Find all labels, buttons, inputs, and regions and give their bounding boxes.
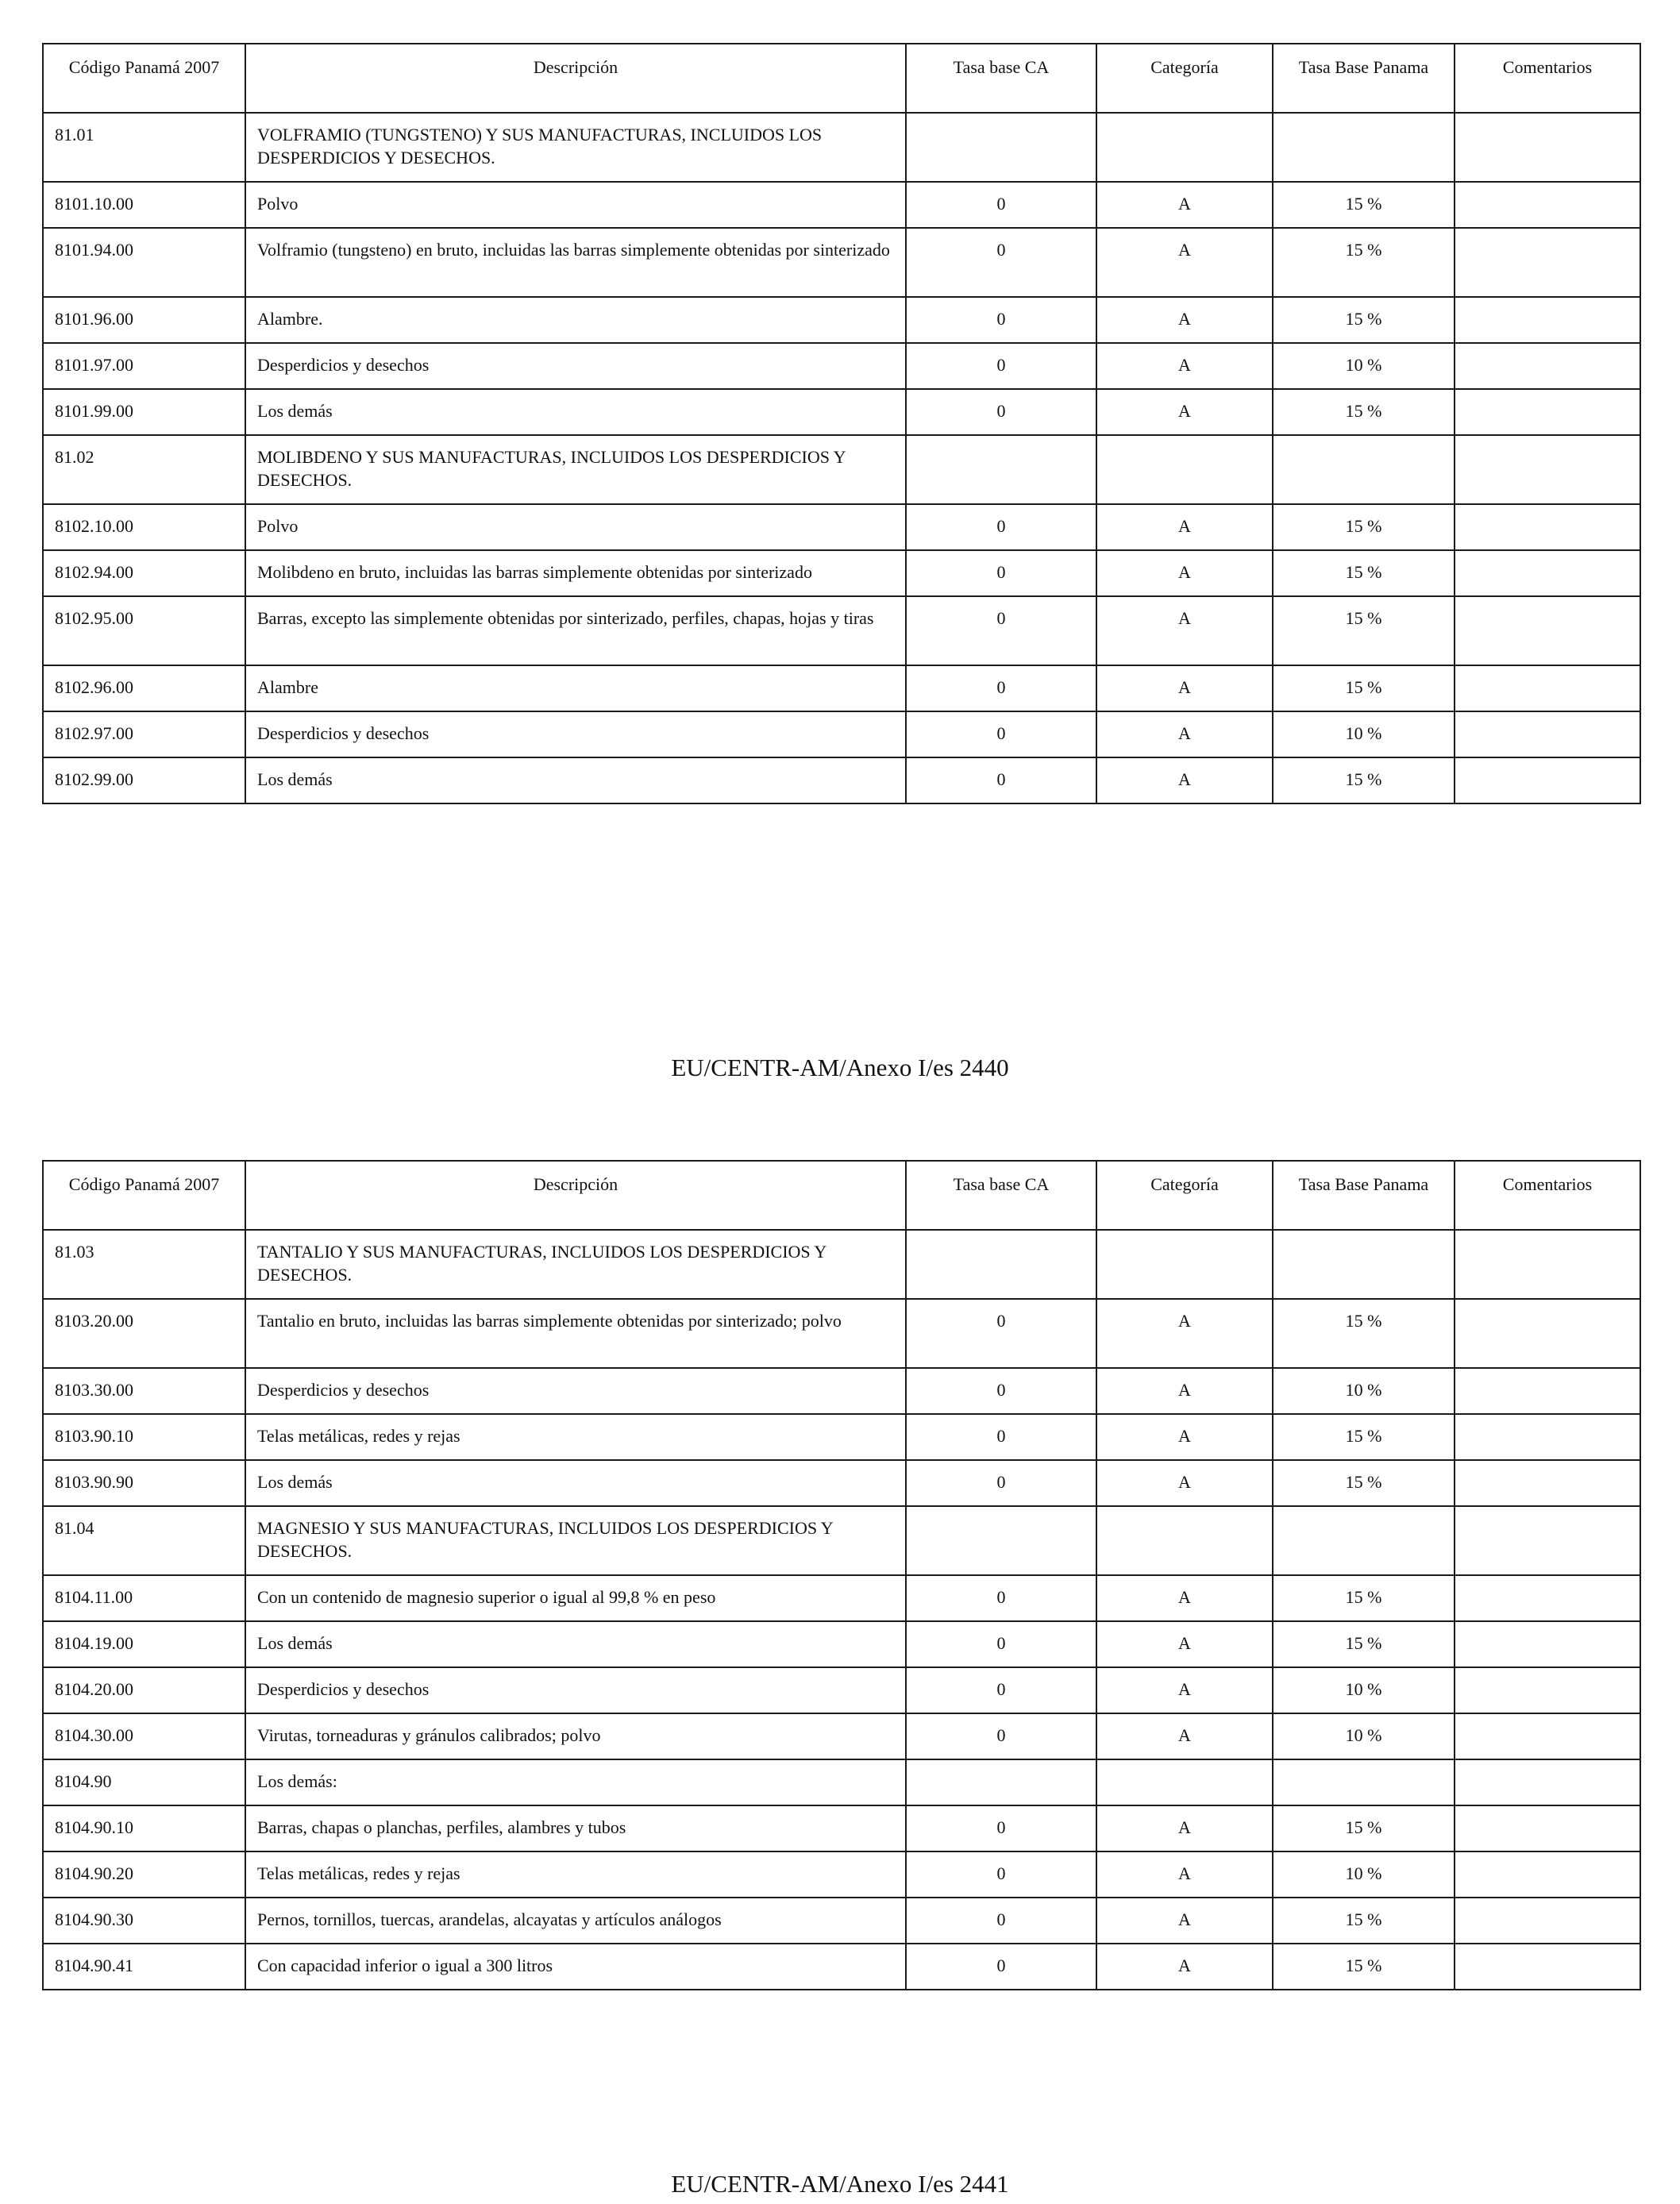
- cell-tasa-panama: 15 %: [1273, 550, 1455, 596]
- table-row: [43, 665, 1640, 711]
- cell-descripcion: Tantalio en bruto, incluidas las barras simplemente obtenidas por sinterizado; polvo: [245, 1299, 906, 1368]
- cell-tasa-panama: 15 %: [1273, 596, 1455, 665]
- cell-tasa-ca: 0: [906, 1667, 1096, 1713]
- col-header-codigo: Código Panamá 2007: [43, 1161, 245, 1230]
- cell-categoria: [1096, 1230, 1273, 1299]
- cell-categoria: A: [1096, 1851, 1273, 1898]
- table-row: [43, 1621, 1640, 1667]
- cell-tasa-panama: 15 %: [1273, 1575, 1455, 1621]
- cell-codigo: 8101.99.00: [43, 389, 245, 435]
- cell-tasa-ca: 0: [906, 1575, 1096, 1621]
- col-header-tasa-panama: Tasa Base Panama: [1273, 1161, 1455, 1230]
- cell-codigo: 81.01: [43, 113, 245, 182]
- col-header-tasa-panama: Tasa Base Panama: [1273, 44, 1455, 113]
- cell-descripcion: Alambre.: [245, 297, 906, 343]
- table-header: [43, 1161, 1640, 1230]
- cell-categoria: A: [1096, 1299, 1273, 1368]
- table-row: [43, 1414, 1640, 1460]
- cell-tasa-panama: [1273, 435, 1455, 504]
- cell-codigo: 8103.20.00: [43, 1299, 245, 1368]
- cell-codigo: 8104.20.00: [43, 1667, 245, 1713]
- cell-codigo: 81.02: [43, 435, 245, 504]
- cell-descripcion: Telas metálicas, redes y rejas: [245, 1414, 906, 1460]
- tariff-table-2: [42, 1160, 1641, 1990]
- table-row: [43, 297, 1640, 343]
- cell-tasa-ca: 0: [906, 1414, 1096, 1460]
- cell-comentarios: [1455, 1460, 1640, 1506]
- cell-comentarios: [1455, 1713, 1640, 1759]
- cell-tasa-ca: 0: [906, 343, 1096, 389]
- cell-codigo: 8102.94.00: [43, 550, 245, 596]
- cell-codigo: 8104.90.10: [43, 1805, 245, 1851]
- cell-tasa-panama: [1273, 1230, 1455, 1299]
- cell-comentarios: [1455, 1506, 1640, 1575]
- table-row: [43, 504, 1640, 550]
- cell-tasa-panama: 15 %: [1273, 1621, 1455, 1667]
- cell-categoria: A: [1096, 711, 1273, 757]
- table-row: [43, 711, 1640, 757]
- cell-categoria: A: [1096, 1713, 1273, 1759]
- cell-descripcion: Los demás: [245, 389, 906, 435]
- table-header: [43, 44, 1640, 113]
- cell-tasa-ca: 0: [906, 1805, 1096, 1851]
- cell-tasa-panama: [1273, 1759, 1455, 1805]
- cell-tasa-ca: 0: [906, 297, 1096, 343]
- cell-categoria: A: [1096, 1898, 1273, 1944]
- cell-descripcion: Molibdeno en bruto, incluidas las barras simplemente obtenidas por sinterizado: [245, 550, 906, 596]
- table-row: [43, 1575, 1640, 1621]
- cell-codigo: 81.03: [43, 1230, 245, 1299]
- table-body: [43, 113, 1640, 803]
- cell-comentarios: [1455, 343, 1640, 389]
- cell-tasa-ca: 0: [906, 1621, 1096, 1667]
- cell-tasa-panama: 15 %: [1273, 1805, 1455, 1851]
- cell-comentarios: [1455, 550, 1640, 596]
- cell-codigo: 8101.97.00: [43, 343, 245, 389]
- cell-descripcion: MAGNESIO Y SUS MANUFACTURAS, INCLUIDOS LOS DESPERDICIOS Y DESECHOS.: [245, 1506, 906, 1575]
- cell-codigo: 8103.90.10: [43, 1414, 245, 1460]
- cell-codigo: 8102.96.00: [43, 665, 245, 711]
- cell-tasa-ca: 0: [906, 665, 1096, 711]
- table-row: [43, 1713, 1640, 1759]
- table-row: [43, 343, 1640, 389]
- cell-descripcion: Los demás:: [245, 1759, 906, 1805]
- cell-tasa-ca: 0: [906, 1713, 1096, 1759]
- cell-categoria: A: [1096, 1368, 1273, 1414]
- col-header-codigo: Código Panamá 2007: [43, 44, 245, 113]
- cell-categoria: A: [1096, 504, 1273, 550]
- col-header-tasa-ca: Tasa base CA: [906, 44, 1096, 113]
- cell-codigo: 8103.90.90: [43, 1460, 245, 1506]
- cell-descripcion: Polvo: [245, 182, 906, 228]
- table-row: [43, 1851, 1640, 1898]
- cell-tasa-panama: 10 %: [1273, 1713, 1455, 1759]
- cell-descripcion: Barras, chapas o planchas, perfiles, alambres y tubos: [245, 1805, 906, 1851]
- col-header-descripcion: Descripción: [245, 44, 906, 113]
- cell-comentarios: [1455, 504, 1640, 550]
- cell-tasa-panama: 15 %: [1273, 182, 1455, 228]
- cell-tasa-ca: 0: [906, 596, 1096, 665]
- cell-comentarios: [1455, 1230, 1640, 1299]
- cell-tasa-ca: 0: [906, 711, 1096, 757]
- table-row: [43, 1460, 1640, 1506]
- cell-comentarios: [1455, 1368, 1640, 1414]
- cell-tasa-panama: 10 %: [1273, 1368, 1455, 1414]
- cell-codigo: 8102.95.00: [43, 596, 245, 665]
- cell-categoria: A: [1096, 757, 1273, 803]
- cell-tasa-panama: 10 %: [1273, 343, 1455, 389]
- cell-comentarios: [1455, 757, 1640, 803]
- cell-codigo: 81.04: [43, 1506, 245, 1575]
- table-row: [43, 228, 1640, 297]
- cell-descripcion: Polvo: [245, 504, 906, 550]
- cell-tasa-panama: 15 %: [1273, 1299, 1455, 1368]
- cell-codigo: 8103.30.00: [43, 1368, 245, 1414]
- cell-categoria: [1096, 435, 1273, 504]
- cell-tasa-panama: 15 %: [1273, 757, 1455, 803]
- cell-comentarios: [1455, 435, 1640, 504]
- cell-descripcion: VOLFRAMIO (TUNGSTENO) Y SUS MANUFACTURAS, INCLUIDOS LOS DESPERDICIOS Y DESECHOS.: [245, 113, 906, 182]
- cell-codigo: 8102.97.00: [43, 711, 245, 757]
- cell-descripcion: Telas metálicas, redes y rejas: [245, 1851, 906, 1898]
- cell-tasa-panama: [1273, 113, 1455, 182]
- table-row: [43, 1805, 1640, 1851]
- col-header-descripcion: Descripción: [245, 1161, 906, 1230]
- cell-descripcion: Con capacidad inferior o igual a 300 litros: [245, 1944, 906, 1990]
- cell-tasa-ca: 0: [906, 1898, 1096, 1944]
- table-row: [43, 596, 1640, 665]
- cell-descripcion: TANTALIO Y SUS MANUFACTURAS, INCLUIDOS LOS DESPERDICIOS Y DESECHOS.: [245, 1230, 906, 1299]
- cell-categoria: A: [1096, 343, 1273, 389]
- cell-codigo: 8104.11.00: [43, 1575, 245, 1621]
- cell-tasa-ca: 0: [906, 1460, 1096, 1506]
- cell-codigo: 8104.19.00: [43, 1621, 245, 1667]
- cell-comentarios: [1455, 1759, 1640, 1805]
- cell-codigo: 8102.99.00: [43, 757, 245, 803]
- cell-descripcion: Volframio (tungsteno) en bruto, incluidas las barras simplemente obtenidas por sinterizado: [245, 228, 906, 297]
- cell-tasa-panama: 15 %: [1273, 297, 1455, 343]
- col-header-comentarios: Comentarios: [1455, 44, 1640, 113]
- cell-comentarios: [1455, 1667, 1640, 1713]
- cell-codigo: 8104.90.30: [43, 1898, 245, 1944]
- cell-codigo: 8101.10.00: [43, 182, 245, 228]
- cell-categoria: A: [1096, 297, 1273, 343]
- cell-categoria: A: [1096, 550, 1273, 596]
- cell-codigo: 8104.30.00: [43, 1713, 245, 1759]
- cell-tasa-panama: 15 %: [1273, 1898, 1455, 1944]
- cell-descripcion: Barras, excepto las simplemente obtenidas por sinterizado, perfiles, chapas, hojas y tiras: [245, 596, 906, 665]
- col-header-categoria: Categoría: [1096, 44, 1273, 113]
- cell-descripcion: Desperdicios y desechos: [245, 1368, 906, 1414]
- page-footer: EU/CENTR-AM/Anexo I/es 2440: [671, 1054, 1009, 1081]
- col-header-tasa-ca: Tasa base CA: [906, 1161, 1096, 1230]
- cell-descripcion: Pernos, tornillos, tuercas, arandelas, alcayatas y artículos análogos: [245, 1898, 906, 1944]
- cell-tasa-ca: 0: [906, 228, 1096, 297]
- table-row: [43, 1759, 1640, 1805]
- cell-tasa-panama: 15 %: [1273, 389, 1455, 435]
- cell-categoria: A: [1096, 665, 1273, 711]
- cell-comentarios: [1455, 297, 1640, 343]
- cell-tasa-ca: 0: [906, 182, 1096, 228]
- cell-tasa-ca: [906, 1759, 1096, 1805]
- cell-tasa-ca: 0: [906, 504, 1096, 550]
- cell-comentarios: [1455, 1575, 1640, 1621]
- cell-categoria: A: [1096, 1460, 1273, 1506]
- cell-tasa-ca: [906, 113, 1096, 182]
- cell-tasa-ca: 0: [906, 550, 1096, 596]
- cell-descripcion: MOLIBDENO Y SUS MANUFACTURAS, INCLUIDOS LOS DESPERDICIOS Y DESECHOS.: [245, 435, 906, 504]
- table-row: [43, 1230, 1640, 1299]
- cell-categoria: A: [1096, 1667, 1273, 1713]
- col-header-categoria: Categoría: [1096, 1161, 1273, 1230]
- cell-comentarios: [1455, 113, 1640, 182]
- cell-comentarios: [1455, 1621, 1640, 1667]
- cell-codigo: 8104.90: [43, 1759, 245, 1805]
- cell-tasa-panama: 10 %: [1273, 1667, 1455, 1713]
- cell-comentarios: [1455, 1805, 1640, 1851]
- cell-tasa-ca: 0: [906, 1368, 1096, 1414]
- table-row: [43, 113, 1640, 182]
- page-footer: EU/CENTR-AM/Anexo I/es 2441: [671, 2170, 1009, 2198]
- cell-tasa-ca: 0: [906, 757, 1096, 803]
- cell-comentarios: [1455, 389, 1640, 435]
- cell-tasa-panama: 10 %: [1273, 711, 1455, 757]
- cell-categoria: A: [1096, 1414, 1273, 1460]
- table-row: [43, 182, 1640, 228]
- cell-codigo: 8101.94.00: [43, 228, 245, 297]
- cell-categoria: A: [1096, 1805, 1273, 1851]
- cell-tasa-panama: 15 %: [1273, 1944, 1455, 1990]
- table-row: [43, 1368, 1640, 1414]
- cell-comentarios: [1455, 1944, 1640, 1990]
- cell-descripcion: Con un contenido de magnesio superior o igual al 99,8 % en peso: [245, 1575, 906, 1621]
- cell-tasa-panama: 10 %: [1273, 1851, 1455, 1898]
- cell-comentarios: [1455, 711, 1640, 757]
- table-row: [43, 550, 1640, 596]
- cell-tasa-panama: 15 %: [1273, 228, 1455, 297]
- cell-descripcion: Los demás: [245, 757, 906, 803]
- cell-codigo: 8104.90.20: [43, 1851, 245, 1898]
- cell-tasa-ca: 0: [906, 389, 1096, 435]
- cell-categoria: A: [1096, 228, 1273, 297]
- table-row: [43, 389, 1640, 435]
- cell-comentarios: [1455, 1851, 1640, 1898]
- cell-categoria: A: [1096, 389, 1273, 435]
- cell-tasa-panama: 15 %: [1273, 504, 1455, 550]
- cell-categoria: A: [1096, 1944, 1273, 1990]
- table-row: [43, 435, 1640, 504]
- cell-tasa-ca: [906, 435, 1096, 504]
- cell-tasa-ca: 0: [906, 1299, 1096, 1368]
- tariff-table-1: [42, 43, 1641, 804]
- cell-comentarios: [1455, 228, 1640, 297]
- cell-tasa-ca: 0: [906, 1944, 1096, 1990]
- cell-tasa-ca: [906, 1506, 1096, 1575]
- table-row: [43, 1898, 1640, 1944]
- cell-tasa-panama: 15 %: [1273, 665, 1455, 711]
- cell-comentarios: [1455, 1414, 1640, 1460]
- cell-descripcion: Alambre: [245, 665, 906, 711]
- cell-comentarios: [1455, 1898, 1640, 1944]
- cell-categoria: [1096, 113, 1273, 182]
- cell-categoria: [1096, 1506, 1273, 1575]
- cell-categoria: [1096, 1759, 1273, 1805]
- cell-tasa-panama: 15 %: [1273, 1460, 1455, 1506]
- table-row: [43, 1506, 1640, 1575]
- table-row: [43, 1667, 1640, 1713]
- cell-categoria: A: [1096, 1621, 1273, 1667]
- cell-tasa-panama: [1273, 1506, 1455, 1575]
- cell-descripcion: Desperdicios y desechos: [245, 711, 906, 757]
- cell-comentarios: [1455, 665, 1640, 711]
- cell-tasa-ca: [906, 1230, 1096, 1299]
- cell-comentarios: [1455, 596, 1640, 665]
- cell-tasa-panama: 15 %: [1273, 1414, 1455, 1460]
- cell-descripcion: Virutas, torneaduras y gránulos calibrados; polvo: [245, 1713, 906, 1759]
- cell-codigo: 8102.10.00: [43, 504, 245, 550]
- cell-codigo: 8101.96.00: [43, 297, 245, 343]
- cell-codigo: 8104.90.41: [43, 1944, 245, 1990]
- cell-categoria: A: [1096, 596, 1273, 665]
- cell-comentarios: [1455, 1299, 1640, 1368]
- col-header-comentarios: Comentarios: [1455, 1161, 1640, 1230]
- cell-descripcion: Desperdicios y desechos: [245, 1667, 906, 1713]
- cell-categoria: A: [1096, 1575, 1273, 1621]
- table-row: [43, 1299, 1640, 1368]
- cell-descripcion: Los demás: [245, 1621, 906, 1667]
- table-row: [43, 1944, 1640, 1990]
- cell-descripcion: Desperdicios y desechos: [245, 343, 906, 389]
- cell-categoria: A: [1096, 182, 1273, 228]
- cell-comentarios: [1455, 182, 1640, 228]
- cell-descripcion: Los demás: [245, 1460, 906, 1506]
- table-row: [43, 757, 1640, 803]
- cell-tasa-ca: 0: [906, 1851, 1096, 1898]
- table-body: [43, 1230, 1640, 1990]
